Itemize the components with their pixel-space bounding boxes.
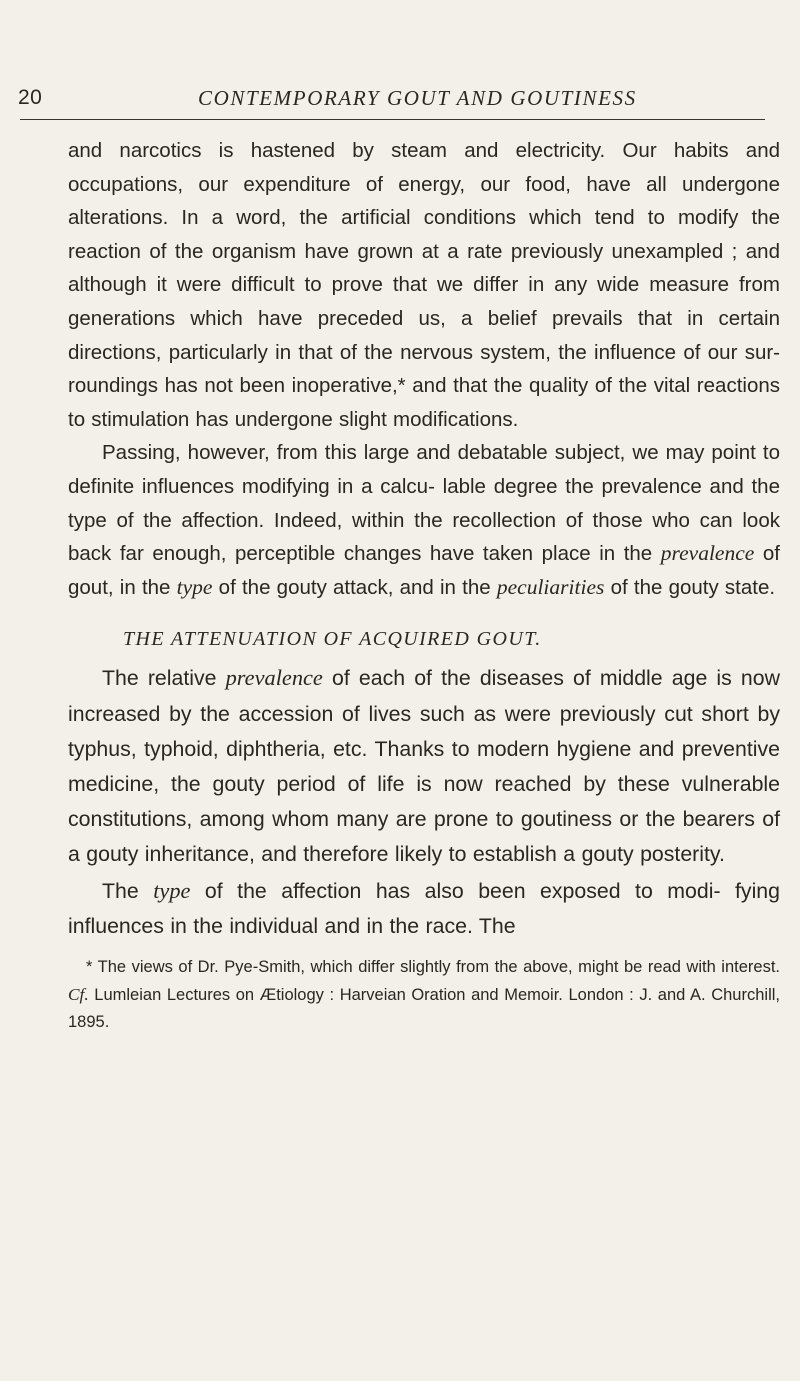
paragraph-4 (68, 873, 780, 944)
paragraph-2-text: of gout, in the (68, 542, 780, 599)
paragraph-2-text: of the gouty state. (604, 575, 776, 599)
italic-type: type (153, 877, 191, 903)
footnote-mark: * (86, 957, 93, 976)
italic-prevalence: prevalence (660, 541, 755, 566)
italic-type: type (176, 574, 213, 599)
section-heading: THE ATTENUATION OF ACQUIRED GOUT. (123, 628, 542, 651)
paragraph-2-text: of the gouty attack, and in the (212, 575, 497, 599)
page-body (68, 134, 780, 1036)
italic-peculiarities: peculiarities (496, 574, 605, 599)
paragraph-4-text: of the affection has also been exposed to modi- fying influences in the individual and in the race. The (68, 878, 780, 938)
paragraph-2-text: Passing, however, from this large and debatable subject, we may point to definite influences modifying in a calcu- lable degree the prevalence and the type of the affection. Indeed, within the recollection of those who can look back far enough, perceptible changes have taken place in the (68, 441, 780, 566)
header-rule (20, 119, 765, 120)
paragraph-4-text: The (102, 878, 154, 903)
paragraph-3-text: The relative (102, 666, 226, 691)
footnote-text: Lumleian Lectures on Ætiology : Harveian Oration and Memoir. London : J. and A. Churchill, 1895. (68, 985, 780, 1031)
italic-cf: Cf. (68, 984, 89, 1004)
running-head: CONTEMPORARY GOUT AND GOUTINESS (198, 86, 637, 110)
paragraph-2 (68, 436, 780, 604)
paragraph-1: and narcotics is hastened by steam and electricity. Our habits and occupations, our expenditure of energy, our food, have all undergone alterations. In a word, the artificial conditions which tend to modify the reaction of the organism have grown at a rate previously unexampled ; and although it were difficult to prove that we differ in any wide measure from generations which have preceded us, a belief prevails that in certain directions, particularly in that of the nervous system, the influence of our sur- roundings has not been inoperative,* and that the quality of the vital reactions to stimulation has undergone slight modifications. (68, 139, 780, 431)
page-header (0, 86, 800, 126)
page-number: 20 (18, 86, 43, 109)
footnote-text: The views of Dr. Pye-Smith, which differ slightly from the above, might be read with interest. (92, 957, 780, 976)
paragraph-3-text: of each of the diseases of middle age is now increased by the accession of lives such as were previously cut short by typhus, typhoid, diphtheria, etc. Thanks to modern hygiene and preventive medicine, the gouty period of life is now reached by these vulnerable constitutions, among whom many are prone to goutiness or the bearers of a gouty inheritance, and therefore likely to establish a gouty posterity. (68, 666, 780, 867)
paragraph-3 (68, 660, 780, 872)
footnote (68, 954, 780, 1036)
italic-prevalence: prevalence (225, 665, 323, 691)
